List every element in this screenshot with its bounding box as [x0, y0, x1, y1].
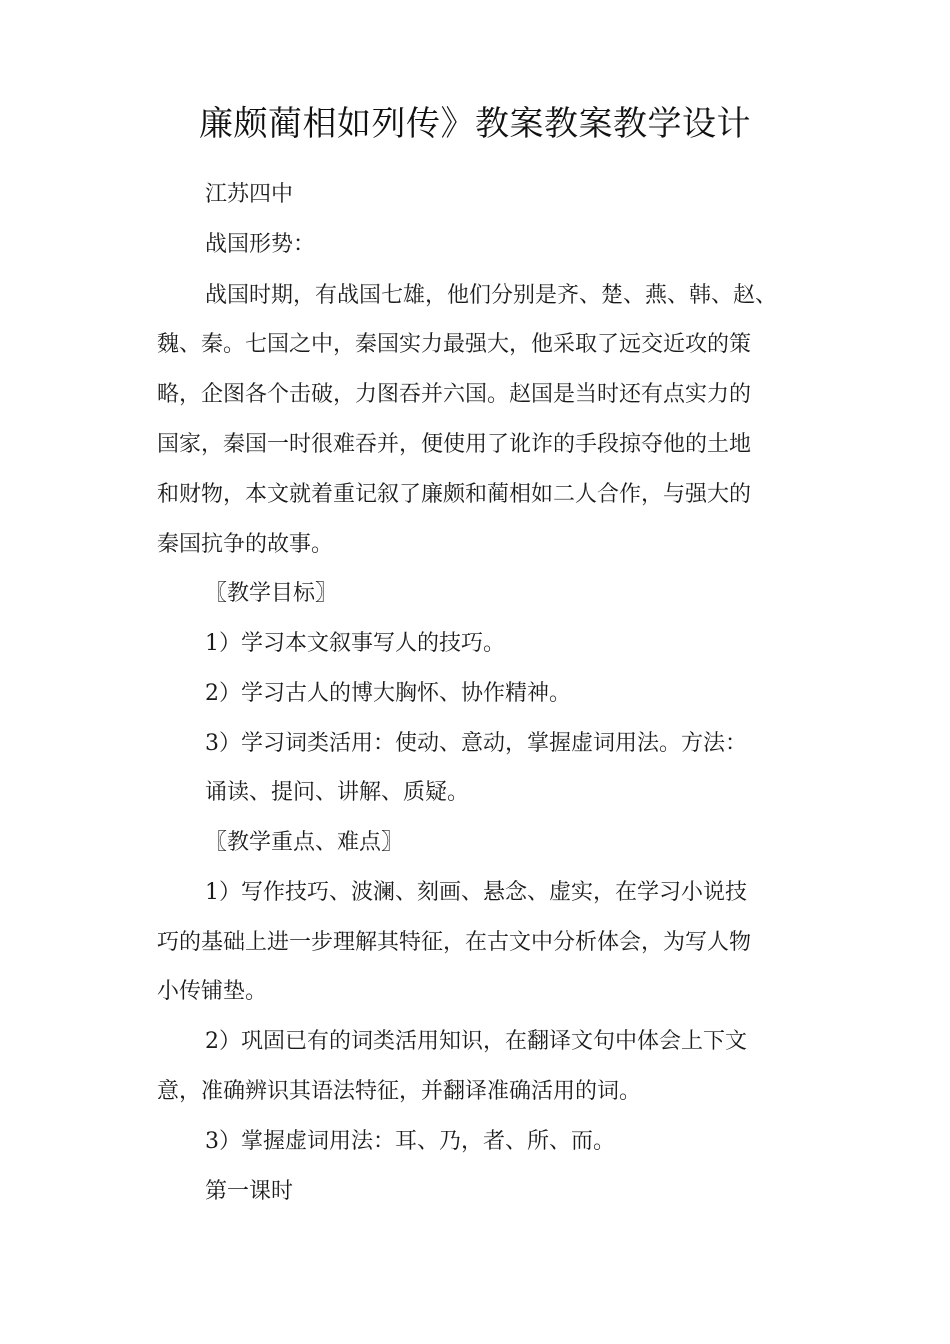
goal-item: 1）学习本文叙事写人的技巧。 [205, 631, 505, 656]
background-paragraph-line: 略，企图各个击破，力图吞并六国。赵国是当时还有点实力的 [157, 382, 752, 407]
keypoint-line: 意，准确辨识其语法特征，并翻译准确活用的词。 [157, 1079, 642, 1104]
document-title: 廉颇蔺相如列传》教案教案教学设计 [199, 104, 751, 144]
school-name: 江苏四中 [205, 182, 294, 207]
methods-text: 诵读、提问、讲解、质疑。 [205, 780, 470, 805]
section-heading-background: 战国形势： [205, 232, 316, 257]
keypoint-line: 2）巩固已有的词类活用知识，在翻译文句中体会上下文 [205, 1029, 747, 1054]
keypoint-line: 巧的基础上进一步理解其特征，在古文中分析体会，为写人物 [157, 930, 752, 955]
keypoints-heading: 〖教学重点、难点〗 [205, 830, 404, 855]
background-paragraph-line: 战国时期，有战国七雄，他们分别是齐、楚、燕、韩、赵、 [205, 283, 778, 308]
background-paragraph-line: 魏、秦。七国之中，秦国实力最强大，他采取了远交近攻的策 [157, 332, 752, 357]
keypoint-line: 1）写作技巧、波澜、刻画、悬念、虚实，在学习小说技 [205, 880, 747, 905]
background-paragraph-line: 秦国抗争的故事。 [157, 532, 334, 557]
background-paragraph-line: 国家，秦国一时很难吞并，便使用了讹诈的手段掠夺他的土地 [157, 432, 752, 457]
goal-item: 2）学习古人的博大胸怀、协作精神。 [205, 681, 571, 706]
keypoint-line: 小传铺垫。 [157, 979, 268, 1004]
goal-item: 3）学习词类活用：使动、意动，掌握虚词用法。方法： [205, 731, 747, 756]
goals-heading: 〖教学目标〗 [205, 581, 338, 606]
background-paragraph-line: 和财物，本文就着重记叙了廉颇和蔺相如二人合作，与强大的 [157, 482, 752, 507]
lesson-heading: 第一课时 [205, 1179, 294, 1204]
keypoint-line: 3）掌握虚词用法：耳、乃，者、所、而。 [205, 1129, 615, 1154]
